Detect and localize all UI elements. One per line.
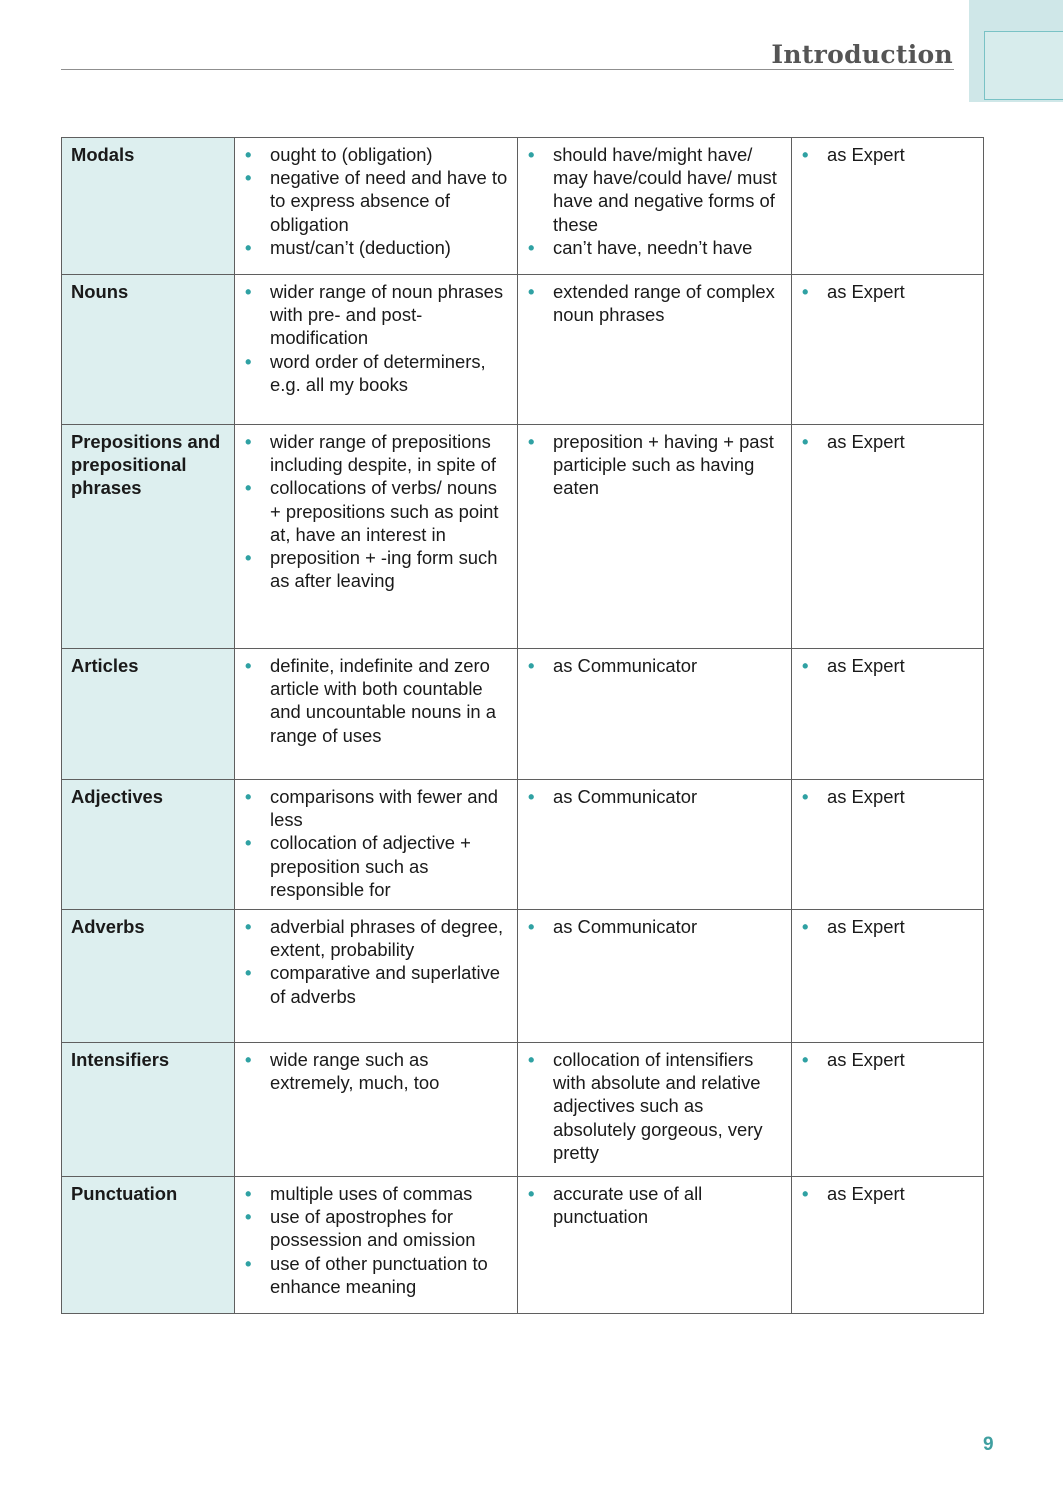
level-cell-col1 (235, 910, 518, 1043)
bullet-item: • as Expert (801, 430, 974, 453)
level-cell-col3 (792, 780, 984, 910)
level-cell-col2 (518, 1043, 792, 1177)
level-cell-col3 (792, 910, 984, 1043)
bullet-list (801, 1048, 974, 1071)
bullet-list (527, 143, 782, 259)
bullet-list (244, 915, 508, 1008)
level-cell-col1 (235, 138, 518, 275)
category-cell: Adjectives (62, 780, 235, 910)
bullet-item: • as Communicator (527, 654, 782, 677)
bullet-item: • wider range of prepositions including despite, in spite of (244, 430, 508, 476)
category-cell: Modals (62, 138, 235, 275)
bullet-item: • comparisons with fewer and less (244, 785, 508, 831)
level-cell-col2 (518, 275, 792, 425)
bullet-item: • use of apostrophes for possession and omission (244, 1205, 508, 1251)
bullet-item: • word order of determiners, e.g. all my books (244, 350, 508, 396)
bullet-list (801, 143, 974, 166)
level-cell-col1 (235, 780, 518, 910)
bullet-item: • as Communicator (527, 785, 782, 808)
bullet-item: • as Expert (801, 915, 974, 938)
table-row (62, 910, 984, 1043)
bullet-item: • collocations of verbs/ nouns + prepositions such as point at, have an interest in (244, 476, 508, 546)
level-cell-col3 (792, 649, 984, 780)
category-cell: Punctuation (62, 1177, 235, 1314)
level-cell-col2 (518, 1177, 792, 1314)
bullet-item: • extended range of complex noun phrases (527, 280, 782, 326)
bullet-list (244, 280, 508, 396)
category-cell: Articles (62, 649, 235, 780)
bullet-item: • definite, indefinite and zero article with both countable and uncountable nouns in a range of uses (244, 654, 508, 747)
bullet-list (801, 280, 974, 303)
bullet-item: • collocation of adjective + preposition such as responsible for (244, 831, 508, 901)
bullet-item: • preposition + -ing form such as after leaving (244, 546, 508, 592)
level-cell-col2 (518, 138, 792, 275)
bullet-item: • should have/might have/ may have/could have/ must have and negative forms of these (527, 143, 782, 236)
level-cell-col2 (518, 425, 792, 649)
bullet-item: • as Expert (801, 143, 974, 166)
category-cell: Intensifiers (62, 1043, 235, 1177)
bullet-item: • as Expert (801, 1048, 974, 1071)
bullet-item: • must/can’t (deduction) (244, 236, 508, 259)
bullet-item: • comparative and superlative of adverbs (244, 961, 508, 1007)
bullet-item: • as Expert (801, 654, 974, 677)
bullet-item: • can’t have, needn’t have (527, 236, 782, 259)
bullet-list (244, 430, 508, 592)
bullet-item: • wide range such as extremely, much, too (244, 1048, 508, 1094)
level-cell-col1 (235, 1177, 518, 1314)
table-row (62, 425, 984, 649)
bullet-item: • as Expert (801, 280, 974, 303)
bullet-item: • ought to (obligation) (244, 143, 508, 166)
bullet-list (244, 1182, 508, 1298)
bullet-list (527, 915, 782, 938)
bullet-list (527, 280, 782, 326)
table-row (62, 1177, 984, 1314)
category-cell: Nouns (62, 275, 235, 425)
bullet-list (244, 1048, 508, 1094)
bullet-item: • multiple uses of commas (244, 1182, 508, 1205)
level-cell-col1 (235, 275, 518, 425)
grammar-table (61, 137, 984, 1314)
bullet-list (527, 785, 782, 808)
level-cell-col1 (235, 1043, 518, 1177)
table-row (62, 275, 984, 425)
level-cell-col2 (518, 780, 792, 910)
bullet-list (244, 654, 508, 747)
level-cell-col1 (235, 425, 518, 649)
bullet-item: • accurate use of all punctuation (527, 1182, 782, 1228)
bullet-item: • preposition + having + past participle such as having eaten (527, 430, 782, 500)
bullet-item: • negative of need and have to to express absence of obligation (244, 166, 508, 236)
bullet-list (527, 654, 782, 677)
table-row (62, 1043, 984, 1177)
level-cell-col2 (518, 649, 792, 780)
bullet-item: • as Expert (801, 1182, 974, 1205)
bullet-item: • collocation of intensifiers with absolute and relative adjectives such as absolutely gorgeous, very pretty (527, 1048, 782, 1164)
page-number: 9 (983, 1434, 994, 1455)
page-title: Introduction (771, 40, 953, 69)
category-cell: Adverbs (62, 910, 235, 1043)
bullet-list (801, 1182, 974, 1205)
category-cell: Prepositions and prepositional phrases (62, 425, 235, 649)
level-cell-col2 (518, 910, 792, 1043)
bullet-item: • adverbial phrases of degree, extent, probability (244, 915, 508, 961)
bullet-list (244, 143, 508, 259)
level-cell-col1 (235, 649, 518, 780)
bullet-list (527, 1048, 782, 1164)
bullet-list (801, 915, 974, 938)
bullet-list (244, 785, 508, 901)
level-cell-col3 (792, 138, 984, 275)
bullet-item: • as Expert (801, 785, 974, 808)
bullet-list (801, 785, 974, 808)
level-cell-col3 (792, 425, 984, 649)
level-cell-col3 (792, 275, 984, 425)
bullet-item: • wider range of noun phrases with pre- and post-modification (244, 280, 508, 350)
table-row (62, 649, 984, 780)
level-cell-col3 (792, 1177, 984, 1314)
level-cell-col3 (792, 1043, 984, 1177)
table-row (62, 780, 984, 910)
bullet-item: • as Communicator (527, 915, 782, 938)
bullet-list (801, 654, 974, 677)
bullet-list (527, 1182, 782, 1228)
table-row (62, 138, 984, 275)
bullet-list (801, 430, 974, 453)
corner-tab-frame (984, 31, 1063, 100)
bullet-item: • use of other punctuation to enhance meaning (244, 1252, 508, 1298)
header-divider (61, 69, 954, 70)
bullet-list (527, 430, 782, 500)
